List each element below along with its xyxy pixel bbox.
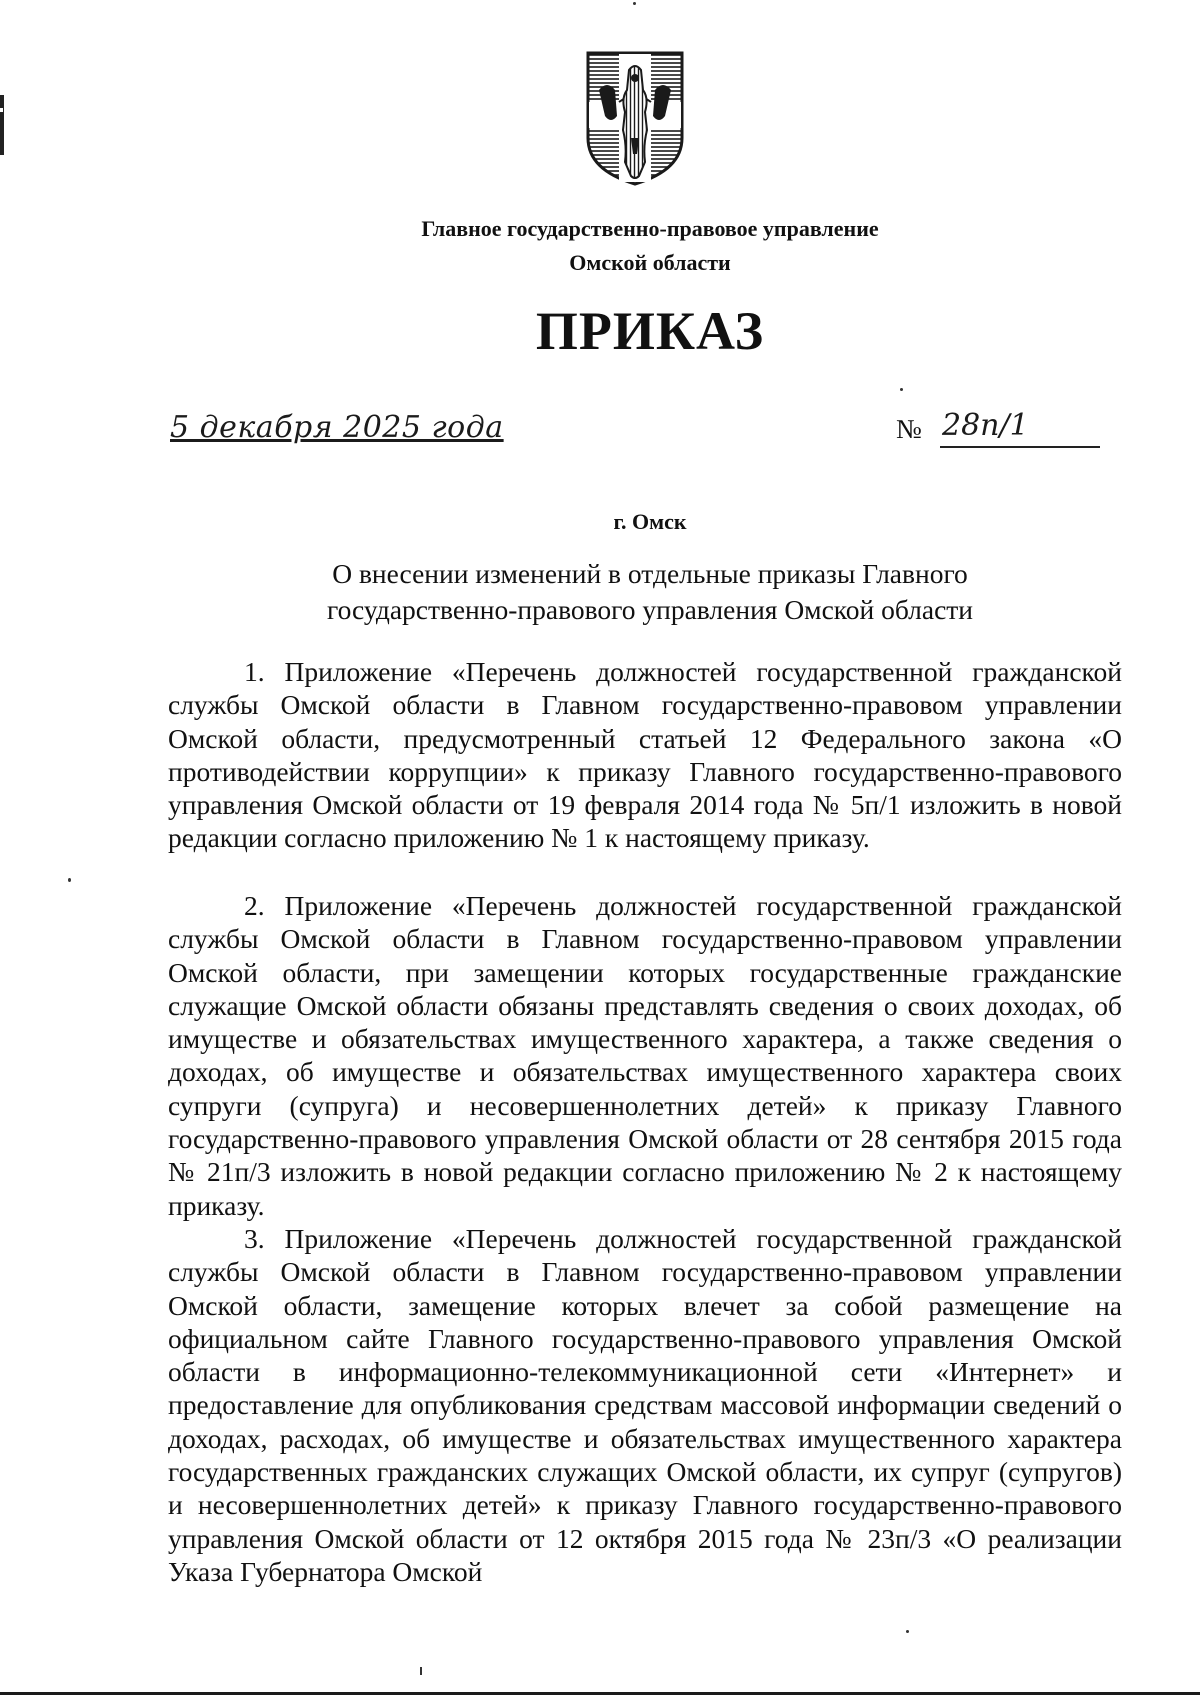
body-paragraph-1: 1. Приложение «Перечень должностей государственной гражданской службы Омской области в Главном государственно-правовом управлении Омской области, предусмотренный статьей 12 Федерального закона «О противодействии коррупции» к приказу Главного государственно-правового управления Омской области от 19 февраля 2014 года № 5п/1 изложить в новой редакции согласно приложению № 1 к настоящему приказу. — [168, 656, 1122, 854]
scan-speck — [633, 2, 636, 5]
scan-speck — [68, 878, 71, 882]
scan-speck — [906, 1630, 909, 1633]
scan-bottom-rule — [0, 1692, 1200, 1695]
number-label: № — [896, 414, 922, 444]
scan-speck — [420, 1667, 422, 1675]
scan-edge-gap — [0, 108, 3, 112]
body-paragraph-3: 3. Приложение «Перечень должностей государственной гражданской службы Омской области в Главном государственно-правовом управлении Омской области, замещение которых влечет за собой размещение на официальном сайте Главного государственно-правового управления Омской области в информационно-телекоммуникационной сети «Интернет» и предоставление для опубликования средствам массовой информации сведений о доходах, расходах, об имуществе и обязательствах имущественного характера государственных гражданских служащих Омской области, их супруг (супругов) и несовершеннолетних детей» к приказу Главного государственно-правового управления Омской области от 12 октября 2015 года № 23п/3 «О реализации Указа Губернатора Омской — [168, 1223, 1122, 1587]
subject-line-1: О внесении изменений в отдельные приказы Главного — [332, 558, 968, 589]
authority-line-1: Главное государственно-правовое управление — [421, 216, 879, 241]
subject-line-2: государственно-правового управления Омской области — [326, 594, 974, 625]
omsk-coat-of-arms-icon — [585, 50, 685, 187]
scan-edge-mark — [0, 95, 4, 155]
document-type-title: ПРИКАЗ — [535, 301, 765, 361]
handwritten-number: 28п/1 — [942, 408, 1029, 443]
document-subject — [200, 556, 1100, 628]
body-paragraph-2: 2. Приложение «Перечень должностей государственной гражданской службы Омской области в Главном государственно-правовом управлении Омской области, при замещении которых государственные гражданские служащие Омской области обязаны представлять сведения о своих доходах, об имуществе и обязательствах имущественного характера, а также сведения о доходах, об имуществе и обязательствах имущественного характера своих супруги (супруга) и несовершеннолетних детей» к приказу Главного государственно-правового управления Омской области от 28 сентября 2015 года № 21п/3 изложить в новой редакции согласно приложению № 2 к настоящему приказу. — [168, 890, 1122, 1221]
handwritten-date: 5 декабря 2025 года — [170, 410, 504, 445]
city-line: г. Омск — [613, 509, 687, 534]
issuing-authority — [300, 212, 1000, 280]
number-underline — [940, 446, 1100, 448]
scan-speck — [900, 388, 903, 391]
authority-line-2: Омской области — [569, 250, 731, 275]
